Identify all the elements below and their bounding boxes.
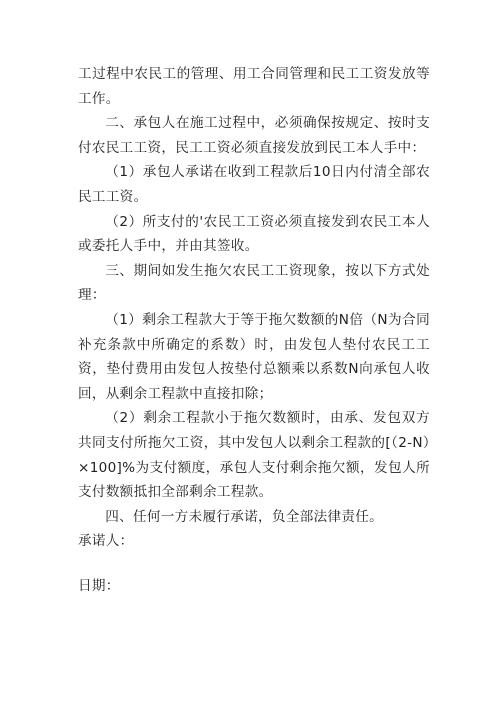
paragraph-clause-3: 三、期间如发生拖欠农民工工资现象，按以下方式处理： — [78, 262, 430, 304]
paragraph-clause-4: 四、任何一方未履行承诺，负全部法律责任。 — [105, 508, 384, 525]
paragraph-continuation: 工过程中农民工的管理、用工合同管理和民工工资发放等工作。 — [78, 66, 430, 107]
paragraph-clause-2-item-2: （2）所支付的'农民工工资必须直接发到农民工本人或委托人手中，并由其签收。 — [78, 213, 430, 255]
document-page — [78, 62, 430, 598]
paragraph-clause-3-item-2: （2）剩余工程款小于拖欠数额时，由承、发包双方共同支付所拖欠工资，其中发包人以剩余工程款的[（2-N）×100]%为支付额度，承包人支付剩余拖欠额，发包人所支付数额抵扣全部剩余工程款。 — [78, 410, 430, 501]
paragraph-clause-3-item-1: （1）剩余工程款大于等于拖欠数额的N倍（N为合同补充条款中所确定的系数）时，由发包人垫付农民工工资，垫付费用由发包人按垫付总额乘以系数N向承包人收回，从剩余工程款中直接扣除； — [78, 311, 430, 402]
paragraph-clause-2: 二、承包人在施工过程中，必须确保按规定、按时支付农民工工资，民工工资必须直接发放到民工本人手中： — [78, 115, 430, 156]
signature-space — [78, 554, 430, 574]
signature-label: 承诺人： — [78, 533, 134, 550]
paragraph-clause-2-item-1: （1）承包人承诺在收到工程款后10日内付清全部农民工工资。 — [78, 164, 430, 205]
date-label: 日期： — [78, 577, 120, 594]
